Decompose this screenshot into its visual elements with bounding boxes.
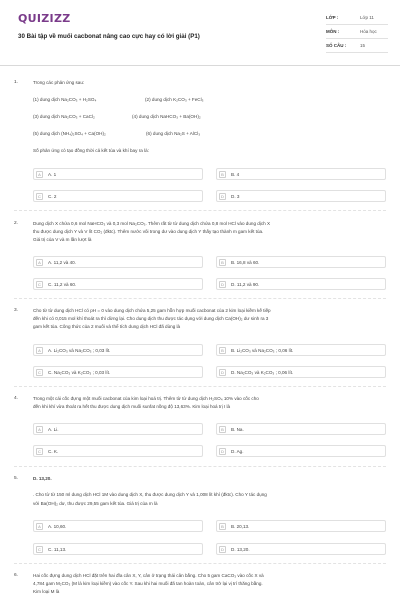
meta-row-class bbox=[326, 12, 388, 25]
option-text: B. Li₂CO₃ và Na₂CO₃ ; 0,06 lít. bbox=[231, 347, 294, 353]
reaction-4: (4) dung dịch NaHCO₃ + Ba(OH)₂ bbox=[132, 114, 201, 119]
meta-value: Lớp 11 bbox=[360, 15, 374, 20]
option-c[interactable] bbox=[33, 190, 203, 202]
option-text: C. 11,2 và 60. bbox=[48, 281, 77, 287]
option-letter: B bbox=[219, 171, 226, 178]
option-text: D. Ag. bbox=[231, 448, 244, 454]
option-text: C. Na₂CO₃ và K₂CO₃ ; 0,03 lít. bbox=[48, 369, 111, 375]
option-d[interactable] bbox=[216, 445, 386, 457]
option-letter: A bbox=[36, 259, 43, 266]
option-text: C. 11,13. bbox=[48, 546, 67, 552]
option-c[interactable] bbox=[33, 445, 203, 457]
question-intro: Trong các phản ứng sau: bbox=[33, 80, 85, 85]
option-letter: C bbox=[36, 448, 43, 455]
reaction-6: (6) dung dịch Na₂S + AlCl₃ bbox=[146, 131, 201, 136]
option-d[interactable] bbox=[216, 278, 386, 290]
page-title: 30 Bài tập về muối cacbonat nâng cao cực hay có lời giải (P1) bbox=[18, 33, 200, 40]
option-text: A. 1 bbox=[48, 171, 57, 177]
question-divider bbox=[14, 563, 386, 564]
meta-key: SỐ CÂU : bbox=[326, 43, 347, 48]
option-a[interactable] bbox=[33, 344, 203, 356]
option-text: D. 3 bbox=[231, 193, 240, 199]
option-text: B. 16,8 và 60. bbox=[231, 259, 260, 265]
question-text-line: Kim loại M là bbox=[33, 589, 60, 594]
option-letter: B bbox=[219, 523, 226, 530]
option-letter: D bbox=[219, 546, 226, 553]
option-letter: C bbox=[36, 281, 43, 288]
meta-row-count bbox=[326, 40, 388, 53]
meta-row-subject bbox=[326, 26, 388, 39]
reaction-2: (2) dung dịch K₂CO₃ + FeCl₃ bbox=[145, 97, 204, 102]
question-text-line: Dung dịch X chứa 0,6 mol NaHCO₃ và 0,3 mol Na₂CO₃. Thêm rất từ từ dung dịch chứa 0,8 mol HCl vào dung dịch X bbox=[33, 221, 271, 226]
option-text: C. K. bbox=[48, 448, 59, 454]
option-letter: C bbox=[36, 369, 43, 376]
question-text-line: Hai cốc đựng dung dịch HCl đặt trên hai đĩa cân X, Y, cân ở trạng thái cân bằng. Cho 5 gam CaCO₃ vào cốc X và bbox=[33, 573, 264, 578]
option-text: A. Li₂CO₃ và Na₂CO₃ ; 0,03 lít. bbox=[48, 347, 111, 353]
question-divider bbox=[14, 298, 386, 299]
option-text: A. Li. bbox=[48, 426, 59, 432]
worksheet-header bbox=[0, 0, 400, 66]
question-number: 2. bbox=[14, 221, 19, 226]
question-divider bbox=[14, 210, 386, 211]
question-text-line: Cho từ từ dung dịch HCl có pH = 0 vào dung dịch chứa 5,25 gam hỗn hợp muối cacbonat của 2 kim loại kiềm kế tiếp bbox=[33, 308, 271, 313]
question-number: 3. bbox=[14, 308, 19, 313]
reaction-5: (5) dung dịch (NH₄)₂SO₄ + Ca(OH)₂ bbox=[33, 131, 106, 136]
question-number: 6. bbox=[14, 573, 19, 578]
option-letter: A bbox=[36, 171, 43, 178]
option-a[interactable] bbox=[33, 520, 203, 532]
option-letter: A bbox=[36, 347, 43, 354]
question-number: 5. bbox=[14, 476, 19, 481]
quizizz-logo: QUIZIZZ bbox=[18, 12, 71, 25]
question-text-line: 4,784 gam M₂CO₃ (M là kim loại kiềm) vào cốc Y. Sau khi hai muối đã tan hoàn toàn, cân trở lại vị trí thăng bằng. bbox=[33, 581, 263, 586]
meta-value: 15 bbox=[360, 43, 366, 48]
option-a[interactable] bbox=[33, 256, 203, 268]
option-a[interactable] bbox=[33, 168, 203, 180]
question-text-line: đến khi khí vừa thoát ra hết thu được dung dịch muối sunfat nồng độ 13,63%. Kim loại hoá trị I là bbox=[33, 404, 231, 409]
question-divider bbox=[14, 466, 386, 467]
option-letter: B bbox=[219, 347, 226, 354]
option-b[interactable] bbox=[216, 344, 386, 356]
option-c[interactable] bbox=[33, 366, 203, 378]
option-b[interactable] bbox=[216, 168, 386, 180]
option-letter: A bbox=[36, 426, 43, 433]
meta-key: LỚP : bbox=[326, 15, 339, 20]
option-text: A. 10,60. bbox=[48, 523, 67, 529]
option-d[interactable] bbox=[216, 190, 386, 202]
reaction-3: (3) dung dịch Na₂CO₃ + CaCl₂ bbox=[33, 114, 95, 119]
question-heading: D. 13,20. bbox=[33, 476, 52, 481]
question-text-line: gam kết tủa. Công thức của 2 muối và thể tích dung dịch HCl đã dùng là bbox=[33, 324, 181, 329]
option-letter: C bbox=[36, 193, 43, 200]
option-text: A. 11,2 và 40. bbox=[48, 259, 77, 265]
reaction-1: (1) dung dịch Na₂CO₃ + H₂SO₄ bbox=[33, 97, 97, 102]
option-text: B. Na. bbox=[231, 426, 244, 432]
option-d[interactable] bbox=[216, 543, 386, 555]
question-number: 4. bbox=[14, 396, 19, 401]
option-text: D. 13,20. bbox=[231, 546, 250, 552]
option-text: D. 11,2 và 90. bbox=[231, 281, 260, 287]
option-letter: D bbox=[219, 369, 226, 376]
option-letter: D bbox=[219, 281, 226, 288]
question-text-line: với Ba(OH)₂ dư, thu được 29,55 gam kết tủa. Giá trị của m là bbox=[33, 501, 158, 506]
question-divider bbox=[14, 386, 386, 387]
meta-value: Hóa học bbox=[360, 29, 377, 34]
option-a[interactable] bbox=[33, 423, 203, 435]
question-text-line: . Cho từ từ 150 ml dung dịch HCl 1M vào dung dịch X, thu được dung dịch Y và 1,008 lít khí (đktc). Cho Y tác dụng bbox=[33, 492, 267, 497]
question-prompt: Số phản ứng có tạo đồng thời cả kết tủa và khí bay ra là: bbox=[33, 148, 149, 153]
question-text-line: thu được dung dịch Y và V lít CO₂ (đktc). Thêm nước vôi trong dư vào dung dịch Y thấy tạo thành m gam kết tủa. bbox=[33, 229, 264, 234]
question-text-line: Giá trị của V và m lần lượt là bbox=[33, 237, 92, 242]
option-letter: A bbox=[36, 523, 43, 530]
option-text: B. 4 bbox=[231, 171, 240, 177]
meta-key: MÔN : bbox=[326, 29, 340, 34]
option-c[interactable] bbox=[33, 278, 203, 290]
option-letter: D bbox=[219, 448, 226, 455]
option-text: B. 20,13. bbox=[231, 523, 250, 529]
question-text-line: Trong một cái cốc đựng một muối cacbonat của kim loại hoá trị. Thêm từ từ dung dịch H₂SO₄ 10% vào cốc cho bbox=[33, 396, 259, 401]
option-b[interactable] bbox=[216, 256, 386, 268]
option-letter: D bbox=[219, 193, 226, 200]
option-c[interactable] bbox=[33, 543, 203, 555]
option-text: C. 2 bbox=[48, 193, 57, 199]
option-d[interactable] bbox=[216, 366, 386, 378]
option-text: D. Na₂CO₃ và K₂CO₃ ; 0,06 lít. bbox=[231, 369, 294, 375]
option-letter: B bbox=[219, 426, 226, 433]
question-text-line: đến khi có 0,015 mol khí thoát ra thì dừng lại. Cho dung dịch thu được tác dụng với dung dịch Ca(OH)₂ dư sinh ra 3 bbox=[33, 316, 269, 321]
option-letter: C bbox=[36, 546, 43, 553]
question-number: 1. bbox=[14, 80, 19, 85]
option-letter: B bbox=[219, 259, 226, 266]
option-b[interactable] bbox=[216, 423, 386, 435]
option-b[interactable] bbox=[216, 520, 386, 532]
